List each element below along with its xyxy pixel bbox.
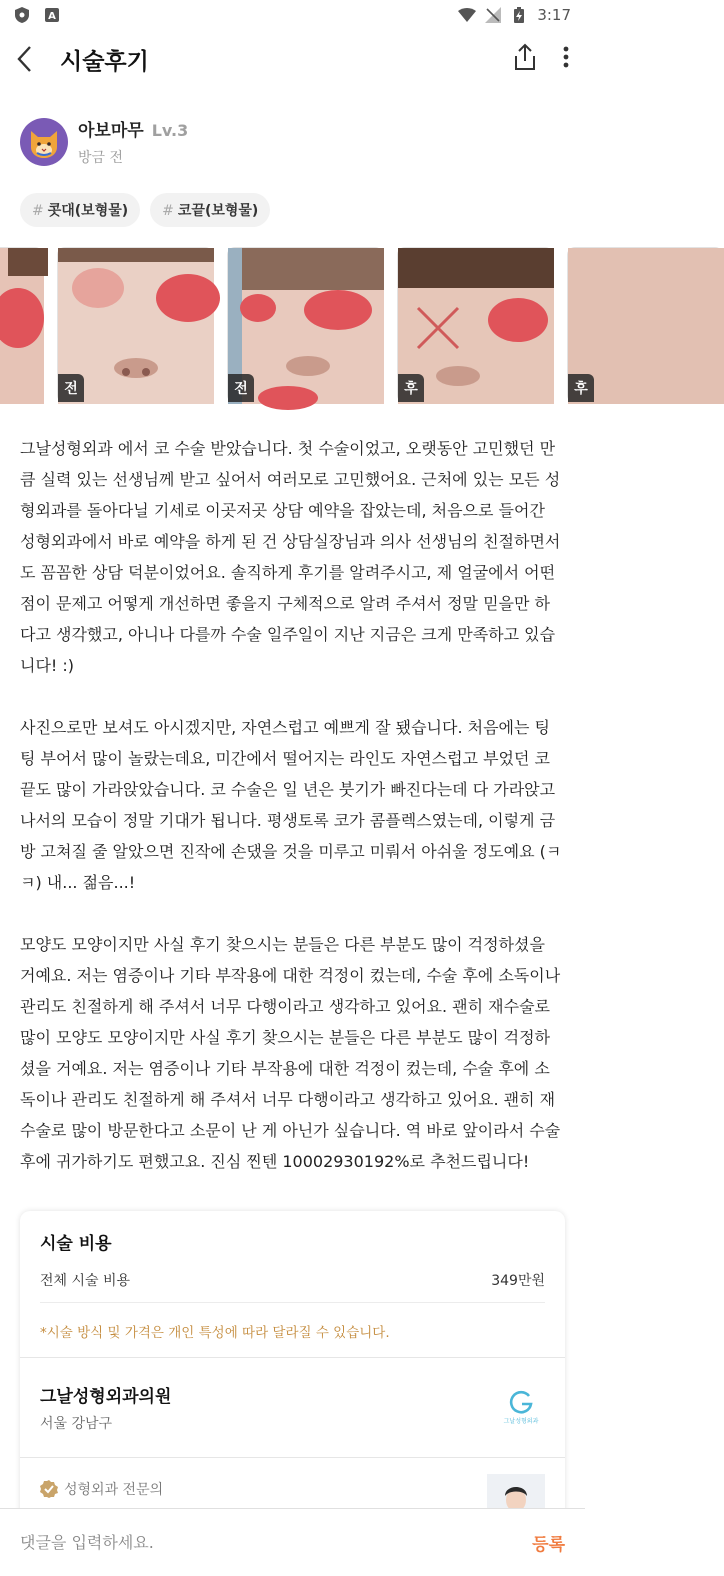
clinic-logo-text: 그날성형외과: [503, 1418, 539, 1425]
battery-charging-icon: [511, 7, 527, 23]
clinic-row[interactable]: [20, 1358, 565, 1458]
photo-badge: 전: [228, 374, 254, 402]
cat-avatar-icon: [27, 125, 61, 159]
photo-item[interactable]: [567, 247, 723, 403]
status-time: 3:17: [537, 6, 571, 24]
post-time: 방금 전: [78, 150, 124, 166]
tag-chip[interactable]: # 콧대(보형물): [20, 193, 140, 227]
no-signal-icon: [485, 7, 501, 23]
status-bar: [0, 0, 585, 30]
cost-label: 전체 시술 비용: [40, 1273, 131, 1289]
cost-value: 349만원: [491, 1273, 545, 1289]
photo-item[interactable]: [0, 247, 43, 403]
app-bar: [0, 30, 585, 88]
clinic-logo: [497, 1384, 545, 1432]
author-level: Lv.3: [151, 121, 189, 140]
review-paragraph: 사진으로만 보셔도 아시겠지만, 자연스럽고 예쁘게 잘 됐습니다. 처음에는 팅팅 부어서 많이 놀랐는데요, 미간에서 떨어지는 라인도 자연스럽고 부었던 코끝도 많이 가라앉았습니다. 코 수술은 일 년은 붓기가 빠진다는데 다 가라앉고 나서의 모습이 정말 기대가 됩니다. 평생토록 코가 콤플렉스였는데, 이렇게 금방 고쳐질 줄 알았으면 진작에 손댔을 것을 미루고 미뤄서 아쉬울 정도예요 (ㅋㅋ) 내... 젊음...!: [20, 718, 562, 892]
submit-comment-button[interactable]: 등록: [532, 1530, 565, 1555]
clinic-g-logo-icon: [507, 1390, 535, 1414]
more-vertical-icon: [563, 46, 569, 68]
review-body: [0, 433, 585, 1177]
tag-chip[interactable]: # 코끝(보형물): [150, 193, 270, 227]
photo-item[interactable]: [227, 247, 383, 403]
photo-item[interactable]: [397, 247, 553, 403]
clinic-location: 서울 강남구: [40, 1416, 113, 1432]
comment-input[interactable]: [20, 1533, 532, 1552]
svg-text:A: A: [48, 11, 56, 22]
clinic-name: 그날성형외과의원: [40, 1387, 172, 1407]
share-icon: [513, 43, 537, 71]
author-header: [0, 116, 585, 167]
doctor-specialty: 성형외과 전문의: [64, 1481, 164, 1498]
back-button[interactable]: [16, 41, 46, 77]
verified-badge-icon: [40, 1480, 58, 1498]
procedure-info-card: [20, 1211, 565, 1548]
cost-section: [20, 1211, 565, 1358]
photo-carousel[interactable]: [0, 247, 588, 407]
more-options-button[interactable]: [563, 46, 569, 72]
photo-item[interactable]: [57, 247, 213, 403]
chevron-left-icon: [16, 45, 32, 73]
avatar[interactable]: [20, 118, 68, 166]
photo-badge: 전: [58, 374, 84, 402]
cost-row: [40, 1270, 545, 1303]
tag-list: [0, 193, 585, 227]
comment-bar: [0, 1508, 585, 1576]
app-a-icon: [44, 7, 60, 23]
author-name[interactable]: 아보마무: [78, 121, 144, 141]
shield-icon: [14, 7, 30, 23]
cost-note: *시술 방식 및 가격은 개인 특성에 따라 달라질 수 있습니다.: [40, 1325, 390, 1341]
photo-badge: 후: [398, 374, 424, 402]
page-title: 시술후기: [60, 48, 149, 75]
cost-title: 시술 비용: [40, 1234, 112, 1254]
photo-badge: 후: [568, 374, 594, 402]
review-paragraph: 모양도 모양이지만 사실 후기 찾으시는 분들은 다른 부분도 많이 걱정하셨을 거예요. 저는 염증이나 기타 부작용에 대한 걱정이 컸는데, 수술 후에 소독이나 관리도 친절하게 해 주셔서 너무 다행이라고 생각하고 있어요. 괜히 재수술로 많이 모양도 모양이지만 사실 후기 찾으시는 분들은 다른 부분도 많이 걱정하셨을 거예요. 저는 염증이나 기타 부작용에 대한 걱정이 컸는데, 수술 후에 소독이나 관리도 친절하게 해 주셔서 너무 다행이라고 생각하고 있어요. 괜히 재수술로 많이 방문한다고 소문이 난 게 아닌가 싶습니다. 역 바로 앞이라서 수술 후에 귀가하기도 편했고요. 진심 찐텐 10002930192%로 추천드립니다!: [20, 935, 566, 1171]
review-paragraph: 그날성형외과 에서 코 수술 받았습니다. 첫 수술이었고, 오랫동안 고민했던 만큼 실력 있는 선생님께 받고 싶어서 여러모로 고민했어요. 근처에 있는 모든 성형외과를 돌아다닐 기세로 이곳저곳 상담 예약을 잡았는데, 처음으로 들어간 성형외과에서 바로 예약을 하게 된 건 상담실장님과 의사 선생님의 친절하면서도 꼼꼼한 상담 덕분이었어요. 솔직하게 후기를 알려주시고, 제 얼굴에서 어떤 점이 문제고 어떻게 개선하면 좋을지 구체적으로 알려 주셔서 정말 믿을만 하다고 생각했고, 아니나 다를까 수술 일주일이 지난 지금은 크게 만족하고 있습니다! :): [20, 439, 561, 675]
wifi-icon: [459, 7, 475, 23]
share-button[interactable]: [513, 43, 537, 75]
